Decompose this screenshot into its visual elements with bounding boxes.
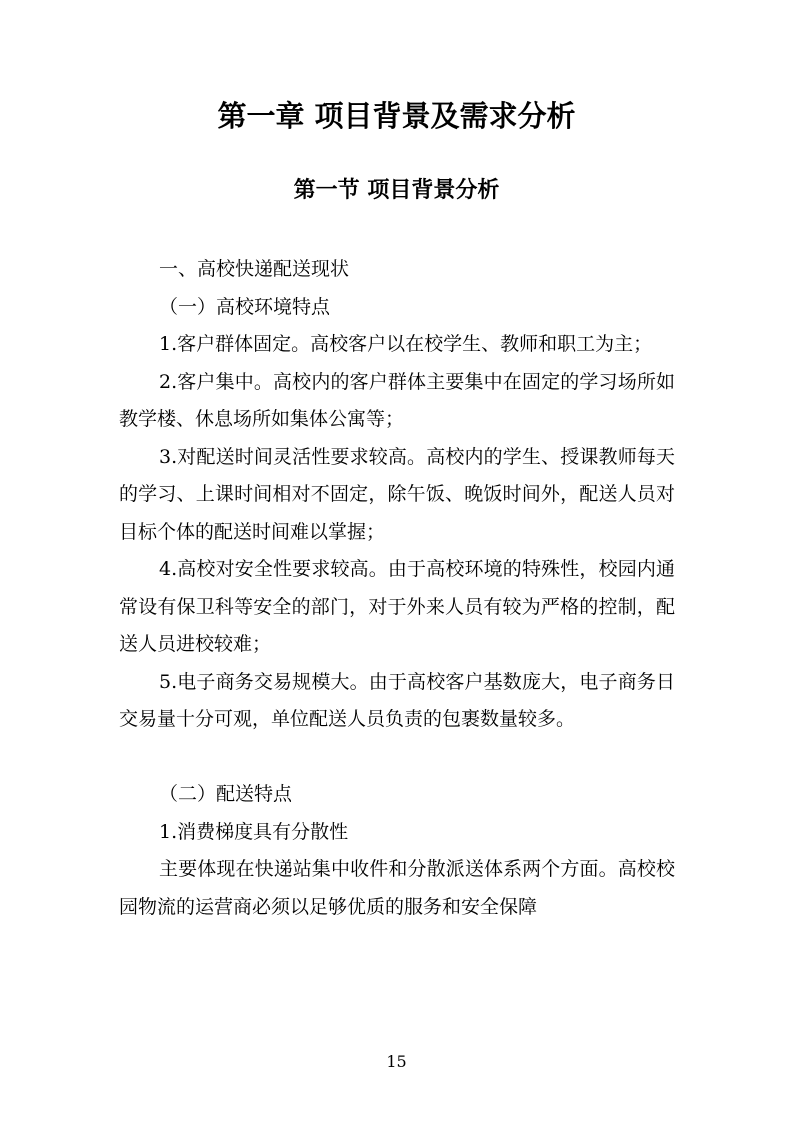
- chapter-title: 第一章 项目背景及需求分析: [217, 99, 576, 133]
- paragraph-gap: [119, 739, 675, 777]
- paragraph-item-1: 1.客户群体固定。高校客户以在校学生、教师和职工为主；: [159, 333, 653, 355]
- paragraph-feature-1-body: 主要体现在快递站集中收件和分散派送体系两个方面。高校校园物流的运营商必须以足够优质的服务和安全保障: [119, 858, 675, 918]
- subheading-campus-environment: （一）高校环境特点: [159, 295, 331, 318]
- subheading-delivery-features: （二）配送特点: [159, 783, 293, 805]
- heading-delivery-status: 一、高校快递配送现状: [159, 258, 350, 280]
- paragraph-item-4: 4.高校对安全性要求较高。由于高校环境的特殊性，校园内通常设有保卫科等安全的部门，对于外来人员有较为严格的控制，配送人员进校较难；: [119, 558, 675, 655]
- paragraph-feature-1: 1.消费梯度具有分散性: [159, 820, 349, 843]
- paragraph-item-5: 5.电子商务交易规模大。由于高校客户基数庞大，电子商务日交易量十分可观，单位配送人员负责的包裹数量较多。: [119, 670, 675, 730]
- page-number: 15: [386, 1052, 407, 1071]
- paragraph-item-2: 2.客户集中。高校内的客户群体主要集中在固定的学习场所如教学楼、休息场所如集体公寓等；: [119, 370, 675, 430]
- document-body: [119, 251, 675, 926]
- section-title: 第一节 项目背景分析: [293, 178, 500, 203]
- paragraph-item-3: 3.对配送时间灵活性要求较高。高校内的学生、授课教师每天的学习、上课时间相对不固定，除午饭、晚饭时间外，配送人员对目标个体的配送时间难以掌握；: [119, 445, 675, 543]
